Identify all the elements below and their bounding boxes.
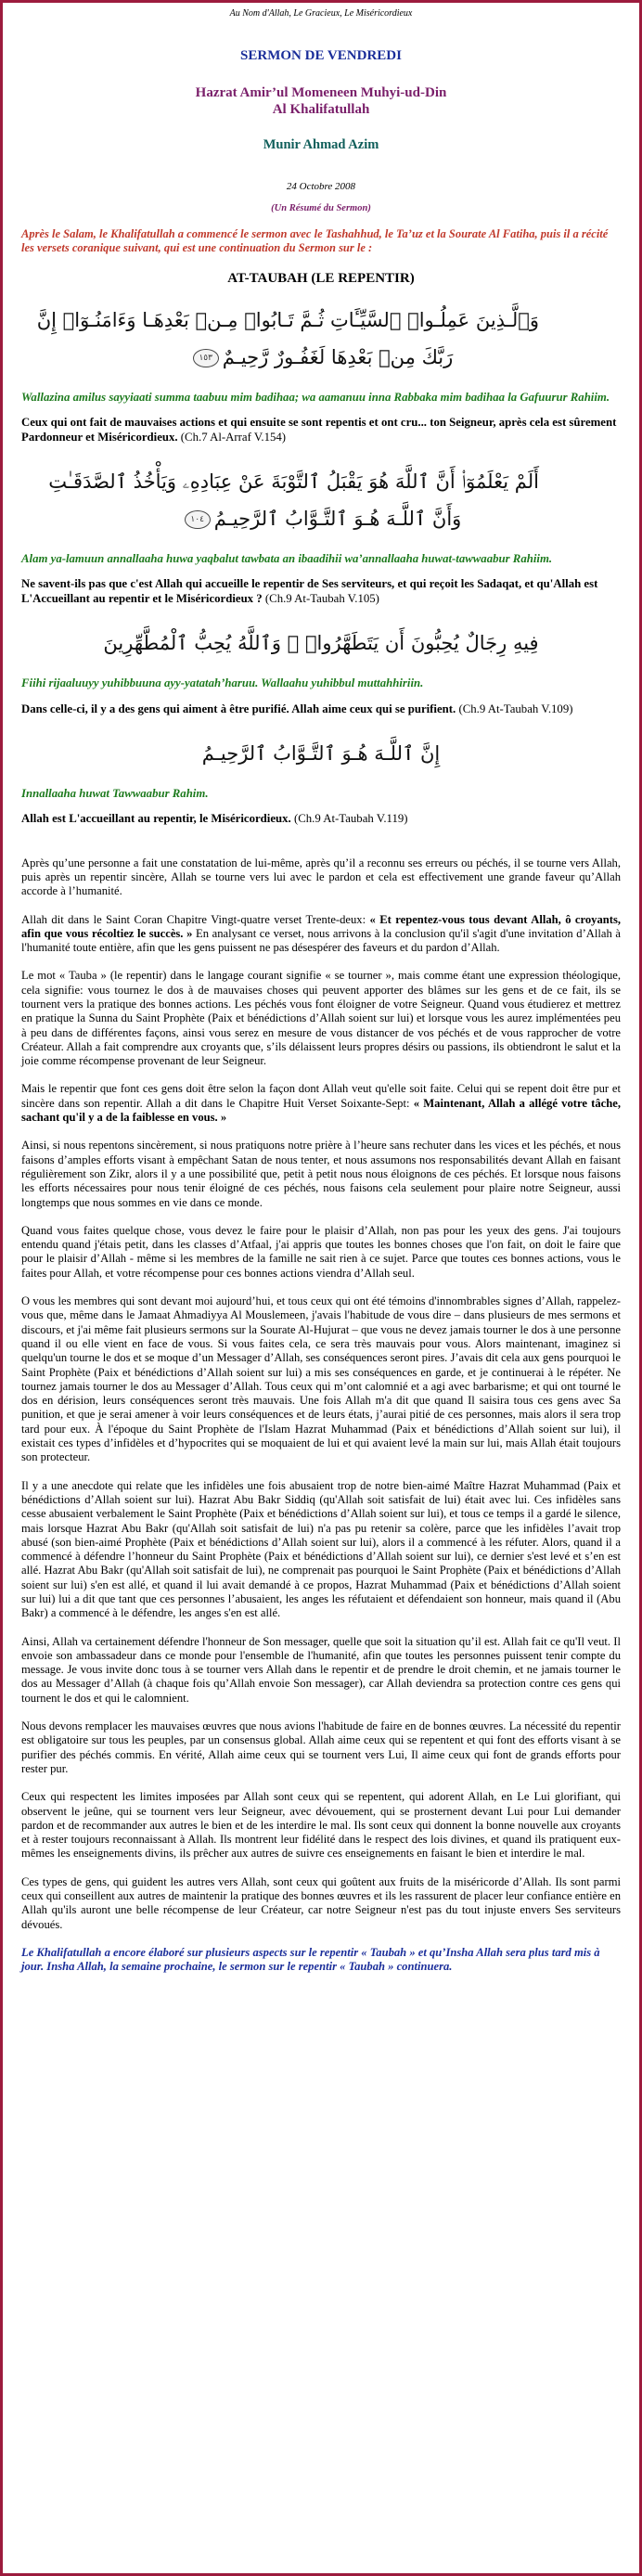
body-paragraph-3 bbox=[21, 969, 621, 1068]
chapter-title: AT-TAUBAH (LE REPENTIR) bbox=[227, 271, 415, 286]
verse-translation-2 bbox=[21, 577, 621, 606]
body-paragraph-11 bbox=[21, 1790, 621, 1861]
arabic-verse-2-line-1: أَلَمْ يَعْلَمُوٓا۟ أَنَّ ٱللَّهَ هُوَ يَقْبَلُ ٱلتَّوْبَةَ عَنْ عِبَادِهِۦ وَيَأْخُذُ ٱلصَّدَقَـٰتِ bbox=[48, 470, 539, 494]
body-paragraph-10 bbox=[21, 1719, 621, 1776]
ayah-number-marker: ١٠٤ bbox=[185, 510, 211, 529]
verse-translation-3 bbox=[21, 702, 621, 716]
verse-translation-4 bbox=[21, 812, 621, 826]
author-name: Munir Ahmad Azim bbox=[263, 137, 379, 152]
body-paragraph-3-text: Le mot « Tauba » (le repentir) dans le langage courant signifie « se tourner », mais comme étant une expression théologique, cela signifie: vous tournez le dos à de mauvaises choses qui peuvent apporter des blâmes sur les gens et de ce fait, ils se tournent vers la pratique des bonnes actions. Les péchés vous font éloigner de votre Seigneur. Quand vous étudierez et mettrez en pratique la Sunna du Saint Prophète (Paix et bénédictions d’Allah soient sur lui) et lorsque vous les aurez implémentées peu à peu dans de différentes façons, ainsi vous serez en mesure de vous distancer de vos péchés et de vous rapprocher de votre Créateur. Allah a fait comprendre aux croyants que, s’ils délaissent leurs propres désirs ou passions, ils obtiendront le salut et la joie comme récompense provenant de leur Seigneur. bbox=[21, 969, 621, 1068]
transliteration-1: Wallazina amilus sayyiaati summa taabuu mim badihaa; wa aamanuu inna Rabbaka mim badihaa la Gafuurur Rahiim. bbox=[21, 391, 610, 404]
arabic-verse-1-line-2 bbox=[103, 339, 539, 376]
arabic-verse-3-line-1: فِيهِ رِجَالٌ يُحِبُّونَ أَن يَتَطَهَّرُوا۟ ۚ وَٱللَّهُ يُحِبُّ ٱلْمُطَّهِّرِينَ bbox=[103, 632, 539, 655]
speaker-name-line-2: Al Khalifatullah bbox=[272, 102, 370, 117]
verse-translation-1-text: Ceux qui ont fait de mauvaises actions et qui ensuite se sont repentis et ont cru... ton Seigneur, après cela est sûrement Pardonneur et Miséricordieux. bbox=[21, 416, 617, 444]
body-paragraph-1-text: Après qu’une personne a fait une constatation de lui-même, après qu’il a reconnu ses erreurs ou péchés, il se tourne vers Allah, puis après un repentir sincère, Allah se tourne vers lui avec le pardon et cela est effectivement une grande faveur qu’Allah accorde à l’humanité. bbox=[21, 856, 621, 898]
body-paragraph-6-text: Quand vous faites quelque chose, vous devez le faire pour le plaisir d’Allah, non pas pour les yeux des gens. J'ai toujours entendu quand j'étais petit, dans les classes d’Atfaal, j'ai appris que toutes les bonnes choses que l'on fait, on doit le faire que pour le plaisir d’Allah - même si les membres de la famille ne sait rien à ce sujet. Parce que toutes ces bonnes actions, vous le faites pour Allah, et votre récompense pour ces bonnes actions viendra d’Allah seul. bbox=[21, 1223, 621, 1280]
ayah-number-marker: ١٥٣ bbox=[193, 349, 219, 367]
verse-translation-3-text: Dans celle-ci, il y a des gens qui aiment à être purifié. Allah aime ceux qui se purifient. bbox=[21, 702, 456, 715]
verse-reference-3: (Ch.9 At-Taubah V.109) bbox=[458, 702, 573, 715]
speaker-name-line-1: Hazrat Amir’ul Momeneen Muhyi-ud-Din bbox=[195, 85, 447, 100]
arabic-verse-3 bbox=[103, 625, 539, 662]
body-paragraph-12 bbox=[21, 1875, 621, 1932]
page-title: SERMON DE VENDREDI bbox=[240, 48, 402, 63]
verse-translation-4-text: Allah est L'accueillant au repentir, le Miséricordieux. bbox=[21, 812, 291, 826]
body-paragraph-4-quote: « Maintenant, Allah a allégé votre tâche, sachant qu'il y a de la faiblesse en vous. » bbox=[21, 1096, 621, 1125]
verse-reference-2: (Ch.9 At-Taubah V.105) bbox=[264, 591, 379, 605]
body-paragraph-7-text: O vous les membres qui sont devant moi aujourd’hui, et tous ceux qui ont été témoins d'innombrables signes d’Allah, rappelez-vous que, même dans le Jamaat Ahmadiyya Al Mouslemeen, j'avais l'habitude de vous dire – dans plusieurs de mes sermons et discours, et j'ai même fait plusieurs sermons sur la Sourate Al-Hujurat – que vous ne devez jamais tourner le dos à une personne quand il ou elle vient en face de vous. Si vous faites cela, ce sera très mauvais pour vous. Alors maintenant, imaginez si quelqu'un tourne le dos et se moque d’un Messager d’Allah, ses conséquences seront pires. J’avais dit cela aux gens pourquoi le Saint Prophète (Paix et bénédictions d’Allah soient sur lui) a mis ses conséquences en garde, et je continuerai à le répéter. Ne tournez jamais tourner le dos au Messager d’Allah. Tous ceux qui m’ont calomnié et a agi avec barbarisme; et qui ont tourné le dos en dérision, leurs conséquences seront très mauvais. Une fois Allah m'a dit que quand Il saisira tous ces gens avec Sa punition, et que je serai amener à voir leurs conséquences et de leurs états, j’aurai pitié de ces personnes, mais alors il sera trop tard pour eux. À l'époque du Saint Prophète de l'Islam Hazrat Muhammad (Paix et bénédictions d’Allah soient sur lui), il existait ces types d’infidèles et d’hypocrites qui se moquaient de lui et qui avaient levé la main sur lui, mais Allah était toujours son protecteur. bbox=[21, 1294, 621, 1464]
arabic-verse-1 bbox=[36, 302, 539, 376]
body-paragraph-5-text: Ainsi, si nous repentons sincèrement, si nous pratiquons notre prière à l’heure sans rechuter dans les vices et les péchés, et nous faisons d’amples efforts visant à empêchant Satan de nous tenter, et nous assumons nos responsabilités devant Allah en faisant régulièrement son Zikr, alors il y a une possibilité que, petit à petit nous nous éloignons de ces péchés. Et lorsque nous faisons les efforts nécessaires pour nous tenir éloigné de ces péchés, nous faisons cela seulement pour plaire notre Seigneur, aussi longtemps que nous sommes en vie dans ce monde. bbox=[21, 1139, 621, 1209]
closing-note: Le Khalifatullah a encore élaboré sur plusieurs aspects sur le repentir « Taubah » et qu’Insha Allah sera plus tard mis à jour. Insha Allah, la semaine prochaine, le sermon sur le repentir « Taubah » continuera. bbox=[21, 1945, 600, 1974]
arabic-verse-2 bbox=[48, 463, 539, 537]
arabic-verse-2-line-2 bbox=[103, 500, 539, 537]
body-paragraph-2 bbox=[21, 913, 621, 956]
body-paragraph-4-text: Mais le repentir que font ces gens doit être selon la façon dont Allah veut qu'elle soit faite. Celui qui se repent doit être pur et sincère dans son repentir. Allah a dit dans le Chapitre Huit Verset Soixante-Sept: bbox=[21, 1082, 621, 1110]
body-paragraph-12-text: Ces types de gens, qui guident les autres vers Allah, sont ceux qui goûtent aux fruits de la miséricorde d’Allah. Ils sont parmi ceux qui conseillent aux autres de maintenir la pratique des bonnes œuvres et ils les rassurent de placer leur confiance entière en Allah qu'ils auront une belle récompense de leur Créateur, car notre Seigneur n'est pas du tout injuste envers Ses serviteurs dévoués. bbox=[21, 1874, 621, 1931]
body-paragraph-4 bbox=[21, 1082, 621, 1125]
transliteration-3: Fiihi rijaaluuyy yuhibbuuna ayy-yatatah’haruu. Wallaahu yuhibbul muttahhiriin. bbox=[21, 676, 424, 690]
arabic-verse-1-line-2-text: رَبَّكَ مِنۢ بَعْدِهَا لَغَفُـورٌ رَّحِيـمٌ bbox=[222, 346, 454, 368]
arabic-verse-4 bbox=[103, 735, 539, 772]
verse-translation-2-text: Ne savent-ils pas que c'est Allah qui accueille le repentir de Ses serviteurs, et qui reçoit les Sadaqat, et qu'Allah est L'Accueillant au repentir et le Miséricordieux ? bbox=[21, 577, 598, 605]
body-paragraph-1 bbox=[21, 857, 621, 899]
body-paragraph-8 bbox=[21, 1479, 621, 1621]
basmala-note: Au Nom d'Allah, Le Gracieux, Le Miséricordieux bbox=[229, 8, 413, 19]
body-paragraph-6 bbox=[21, 1224, 621, 1281]
body-paragraph-2-text-b: En analysant ce verset, nous arrivons à la conclusion qu'il s'agit d'une invitation d’Allah à l'humanité toute entière, afin que les gens puissent ne pas désespérer des faveurs et du pardon d’Allah. bbox=[21, 926, 621, 955]
arabic-verse-4-line-1: إِنَّ ٱللَّـهَ هُـوَ ٱلتَّـوَّابُ ٱلرَّحِيـمُ bbox=[201, 741, 441, 765]
arabic-verse-1-line-1: وَٱلَّـذِينَ عَمِلُـوا۟ ٱلسَّيِّـَٔاتِ ثُـمَّ تَـابُوا۟ مِـنۢ بَعْدِهَـا وَءَامَنُـوٓا۟ إِنَّ bbox=[36, 309, 539, 331]
verse-translation-1 bbox=[21, 416, 621, 444]
summary-label: (Un Résumé du Sermon) bbox=[271, 203, 371, 213]
body-paragraph-9-text: Ainsi, Allah va certainement défendre l'honneur de Son messager, quelle que soit la situation qu’il est. Allah fait ce qu'Il veut. Il envoie son ambassadeur dans ce monde pour l'ensemble de l'humanité, afin que toutes les personnes puissent tenir compte du message. Je vous invite donc tous à se tourner vers Allah dans le repentir et de prendre le droit chemin, et ne jamais tourner le dos au Messager d’Allah (à chaque fois qu’Allah envoie Son messager), car Allah deviendra sa protection contre ces gens qui tournent le dos et qui le calomnient. bbox=[21, 1634, 621, 1705]
body-paragraph-9 bbox=[21, 1635, 621, 1706]
transliteration-4: Innallaaha huwat Tawwaabur Rahim. bbox=[21, 786, 209, 800]
body-paragraph-2-quote: « Et repentez-vous tous devant Allah, ô croyants, afin que vous récoltiez le succès. » bbox=[21, 912, 621, 940]
transliteration-2: Alam ya-lamuun annallaaha huwa yaqbalut tawbata an ibaadihii wa’annallaaha huwat-tawwaabur Rahiim. bbox=[21, 552, 553, 566]
verse-reference-1: (Ch.7 Al-Arraf V.154) bbox=[180, 430, 287, 444]
intro-text: Après le Salam, le Khalifatullah a commencé le sermon avec le Tashahhud, le Ta’uz et la Sourate Al Fatiha, puis il a récité les versets coranique suivant, qui est une continuation du Sermon sur le : bbox=[21, 227, 609, 254]
body-paragraph-10-text: Nous devons remplacer les mauvaises œuvres que nous avions l'habitude de faire en de bonnes œuvres. La nécessité du repentir est obligatoire sur tous les peuples, par un consensus global. Allah aime ceux qui se repentent et qui font des efforts visant à se purifier des péchés commis. En vérité, Allah aime ceux qui se tournent vers Lui, Il aime ceux qui font de grands efforts pour rester pur. bbox=[21, 1719, 621, 1775]
body-paragraph-2-text-a: Allah dit dans le Saint Coran Chapitre Vingt-quatre verset Trente-deux: bbox=[21, 912, 370, 926]
sermon-date: 24 Octobre 2008 bbox=[286, 181, 356, 192]
body-paragraph-5 bbox=[21, 1139, 621, 1209]
arabic-verse-2-line-2-text: وَأَنَّ ٱللَّـهَ هُـوَ ٱلتَّـوَّابُ ٱلرَّحِيـمُ bbox=[213, 508, 462, 531]
body-paragraph-7 bbox=[21, 1294, 621, 1465]
verse-reference-4: (Ch.9 At-Taubah V.119) bbox=[293, 812, 408, 826]
body-paragraph-11-text: Ceux qui respectent les limites imposées par Allah sont ceux qui se repentent, qui adorent Allah, en Le Lui glorifiant, qui observent le jeûne, qui se tournent vers leur Seigneur, avec dévouement, qui se prosternent devant Lui pour Lui demander pardon et de recommander aux autres le bien et de les interdire le mal. Ils sont ceux qui donnent la bonne nouvelle aux croyants et à rester toujours reconnaissant à Allah. Ils montrent leur fidélité dans le respect des lois divines, et quand ils pratiquent eux-mêmes les enseignements divins, ils prêcher aux autres de suivre ces enseignements en faisant le bien et interdire le mal. bbox=[21, 1790, 621, 1861]
body-paragraph-8-text: Il y a une anecdote qui relate que les infidèles une fois abusaient trop de notre bien-aimé Maître Hazrat Muhammad (Paix et bénédictions d’Allah soient sur lui). Hazrat Abu Bakr Siddiq (qu'Allah soit satisfait de lui) était avec lui. Ces infidèles sans cesse abusaient verbalement le Saint Prophète (Paix et bénédictions d’Allah soient sur lui), et tous ce temps il a gardé le silence, mais lorsque Hazrat Abu Bakr (qu'Allah soit satisfait de lui) n'a pas pu retenir sa colère, parce que les infidèles l’avait trop abusé (son bien-aimé Prophète (Paix et bénédictions d’Allah soient sur lui), alors il a commencé à les réfuter. Alors, quand il a commencé à défendre l’honneur du Saint Prophète (Paix et bénédictions d’Allah soient sur lui), ce dernier s'est levé et s’en est allé. Hazrat Abu Bakr (qu'Allah soit satisfait de lui), ne comprenait pas pourquoi le Saint Prophète (Paix et bénédictions d’Allah soient sur lui) s'en est allé, et quand il lui avait demandé à ce propos, Hazrat Muhammad (Paix et bénédictions d’Allah soient sur lui) lui a dit que tant que ces personnes l’abusaient, les anges les réfutaient et défendaient son honneur, mais quand il (Abu Bakr) a commencé à le défendre, les anges s'en est allé. bbox=[21, 1478, 621, 1620]
